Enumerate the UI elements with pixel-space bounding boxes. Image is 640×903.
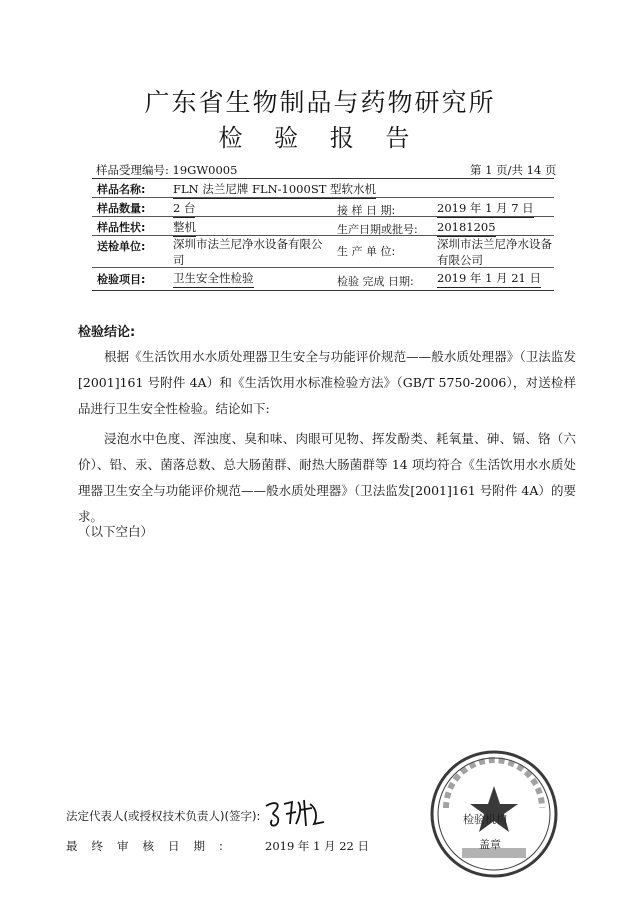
- seal-label-stamp: 盖章: [479, 838, 501, 851]
- test-item-label: 检验项目:: [97, 273, 146, 286]
- sample-qty-value: 2 台: [173, 200, 195, 218]
- finish-date-value: 2019 年 1 月 21 日: [437, 270, 541, 288]
- sample-nature-value: 整机: [173, 219, 196, 237]
- sender-value: 深圳市法兰尼净水设备有限公司: [173, 237, 323, 267]
- page-info: 第 1 页/共 14 页: [470, 163, 557, 177]
- sender-label: 送检单位:: [97, 240, 146, 253]
- sample-name-label: 样品名称:: [97, 183, 146, 196]
- review-date-value: 2019 年 1 月 22 日: [265, 839, 369, 853]
- table-bottom-border: [92, 290, 554, 291]
- finish-date-label: 检验 完成 日期:: [337, 275, 414, 288]
- producer-value: 深圳市法兰尼净水设备有限公司: [437, 237, 552, 267]
- sample-name-value: FLN 法兰尼牌 FLN-1000ST 型软水机: [173, 181, 376, 199]
- batch-label: 生产日期或批号:: [337, 223, 418, 236]
- blank-note: （以下空白）: [78, 524, 154, 539]
- receive-date-label: 接 样 日 期:: [337, 204, 396, 217]
- table-top-border: [92, 178, 554, 179]
- report-title: 检 验 报 告: [218, 124, 422, 152]
- conclusion-paragraph-1: 根据《生活饮用水水质处理器卫生安全与功能评价规范——般水质处理器》（卫法监发[2001]161 号附件 4A）和《生活饮用水标准检验方法》（GB/T 5750-2006），对送检样品进行卫生安全性检验。结论如下:: [78, 349, 576, 416]
- sample-nature-label: 样品性状:: [97, 221, 146, 234]
- receive-date-value: 2019 年 1 月 7 日: [437, 200, 534, 218]
- legal-rep-label: 法定代表人(或授权技术负责人)(签字):: [66, 809, 261, 823]
- review-date-label: 最终审核日期:: [66, 839, 237, 853]
- conclusion-title: 检验结论:: [78, 325, 136, 340]
- sample-number: 样品受理编号: 19GW0005: [96, 163, 238, 177]
- batch-value: 20181205: [437, 219, 496, 237]
- sample-qty-label: 样品数量:: [97, 202, 146, 215]
- conclusion-paragraph-2: 浸泡水中色度、浑浊度、臭和味、肉眼可见物、挥发酚类、耗氧量、砷、镉、铬（六价）、铅、汞、菌落总数、总大肠菌群、耐热大肠菌群等 14 项均符合《生活饮用水水质处理器卫生安全与功能评价规范——般水质处理器》（卫法监发[2001]161 号附件 4A）的要求。: [78, 431, 576, 524]
- producer-label: 生 产 单 位:: [337, 245, 396, 258]
- seal-label-institution: 检验机构: [463, 813, 507, 826]
- test-item-value: 卫生安全性检验: [173, 270, 254, 288]
- handwritten-signature: [262, 796, 332, 836]
- institute-title: 广东省生物制品与药物研究所: [144, 88, 496, 117]
